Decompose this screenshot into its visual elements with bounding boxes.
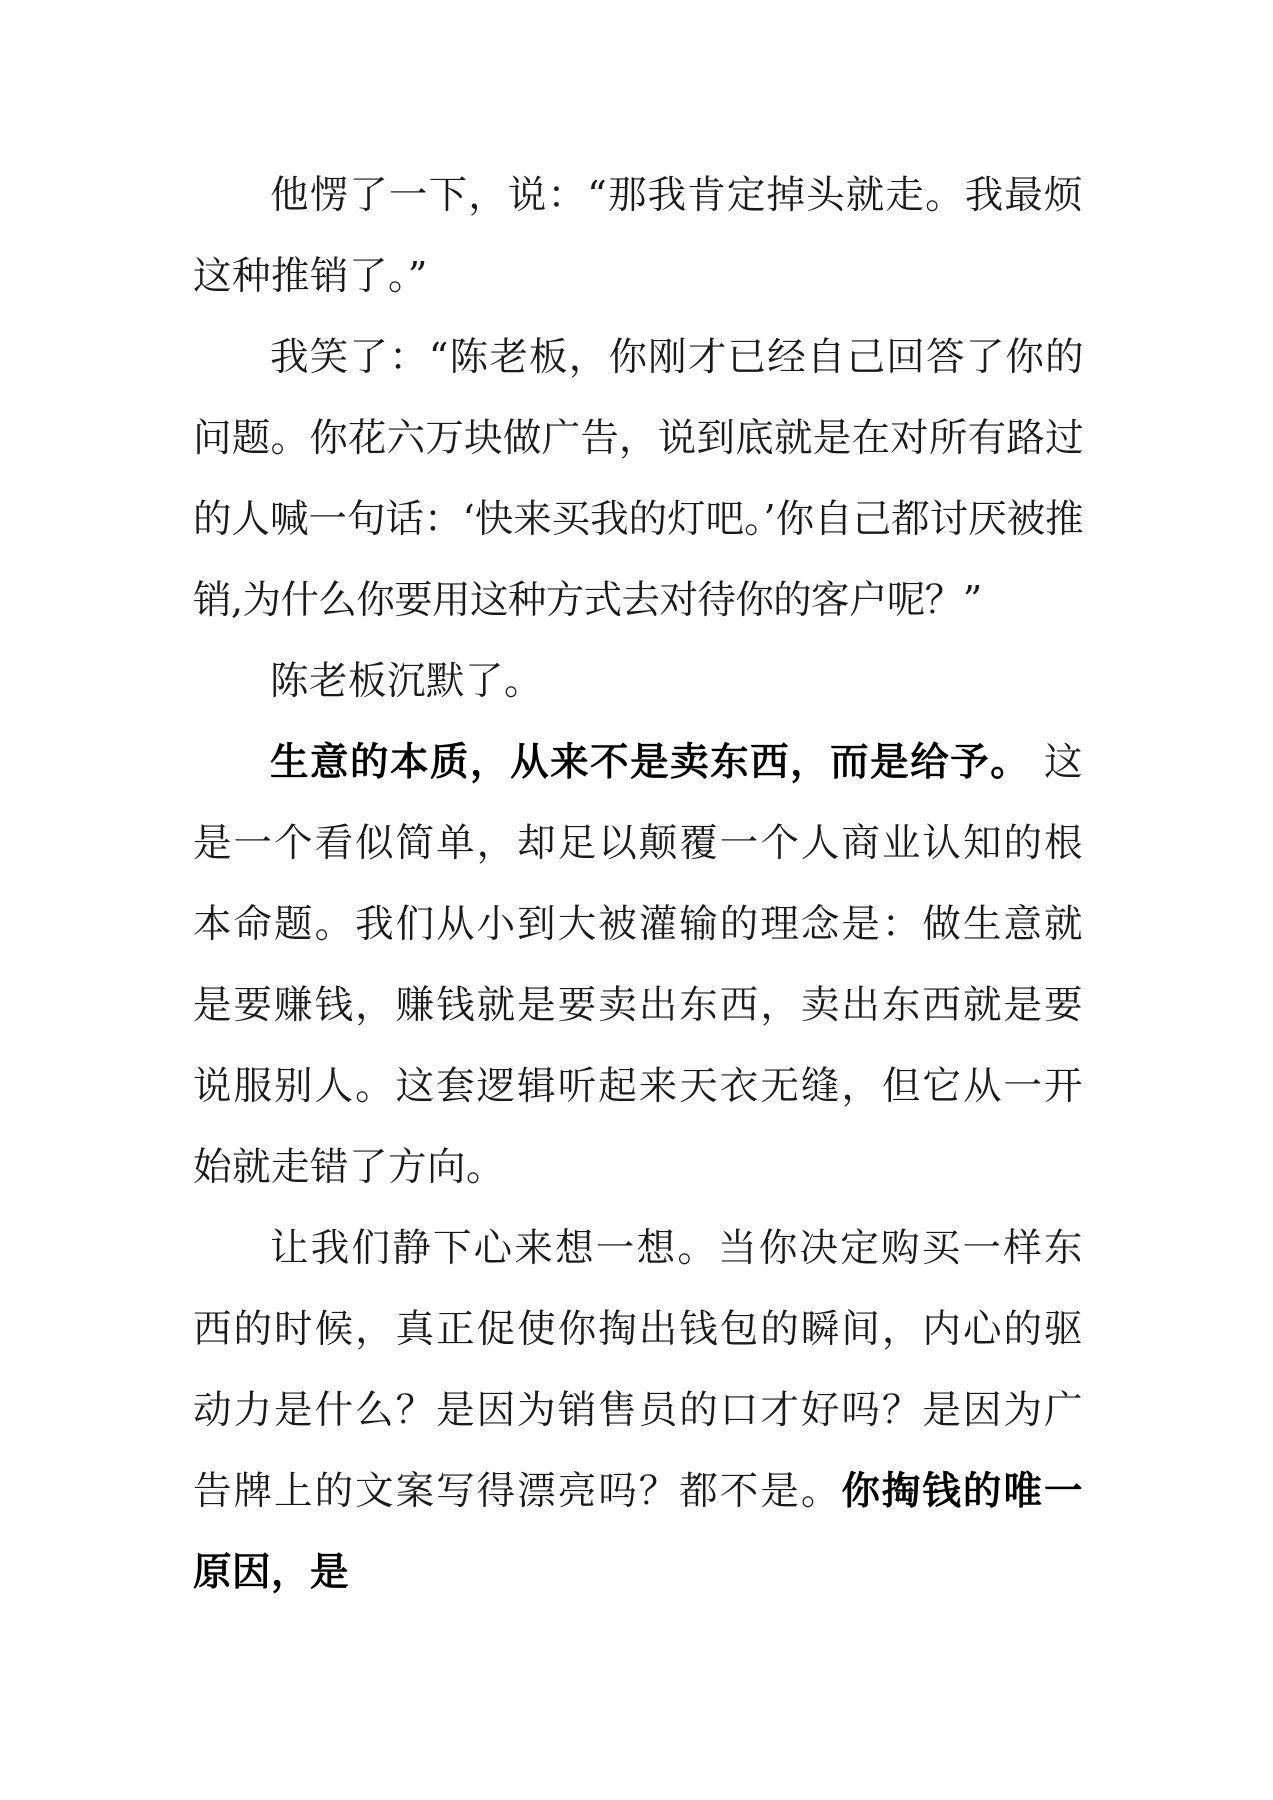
document-page: [193, 155, 1083, 1613]
paragraph-1: [193, 155, 1083, 317]
paragraph-5-bold: 你掏钱的唯一原因，是: [193, 1469, 1083, 1595]
paragraph-4-text: 这是一个看似简单，却足以颠覆一个人商业认知的根本命题。我们从小到大被灌输的理念是：做生意就是要赚钱，赚钱就是要卖出东西，卖出东西就是要说服别人。这套逻辑听起来天衣无缝，但它从一开始就走错了方向。: [193, 740, 1083, 1190]
paragraph-4: [193, 722, 1083, 1208]
paragraph-4-bold: 生意的本质，从来不是卖东西，而是给予。: [270, 740, 1031, 785]
paragraph-3: [193, 641, 1083, 722]
paragraph-5: [193, 1208, 1083, 1613]
paragraph-1-text: 他愣了一下，说：“那我肯定掉头就走。我最烦这种推销了。”: [193, 173, 1083, 299]
paragraph-2: [193, 317, 1083, 641]
paragraph-3-text: 陈老板沉默了。: [270, 659, 544, 704]
paragraph-5-text: 让我们静下心来想一想。当你决定购买一样东西的时候，真正促使你掏出钱包的瞬间，内心的驱动力是什么？是因为销售员的口才好吗？是因为广告牌上的文案写得漂亮吗？都不是。: [193, 1226, 1083, 1514]
paragraph-2-text: 我笑了：“陈老板，你刚才已经自己回答了你的问题。你花六万块做广告，说到底就是在对所有路过的人喊一句话：‘快来买我的灯吧。’你自己都讨厌被推销,为什么你要用这种方式去对待你的客户呢？”: [193, 335, 1083, 623]
